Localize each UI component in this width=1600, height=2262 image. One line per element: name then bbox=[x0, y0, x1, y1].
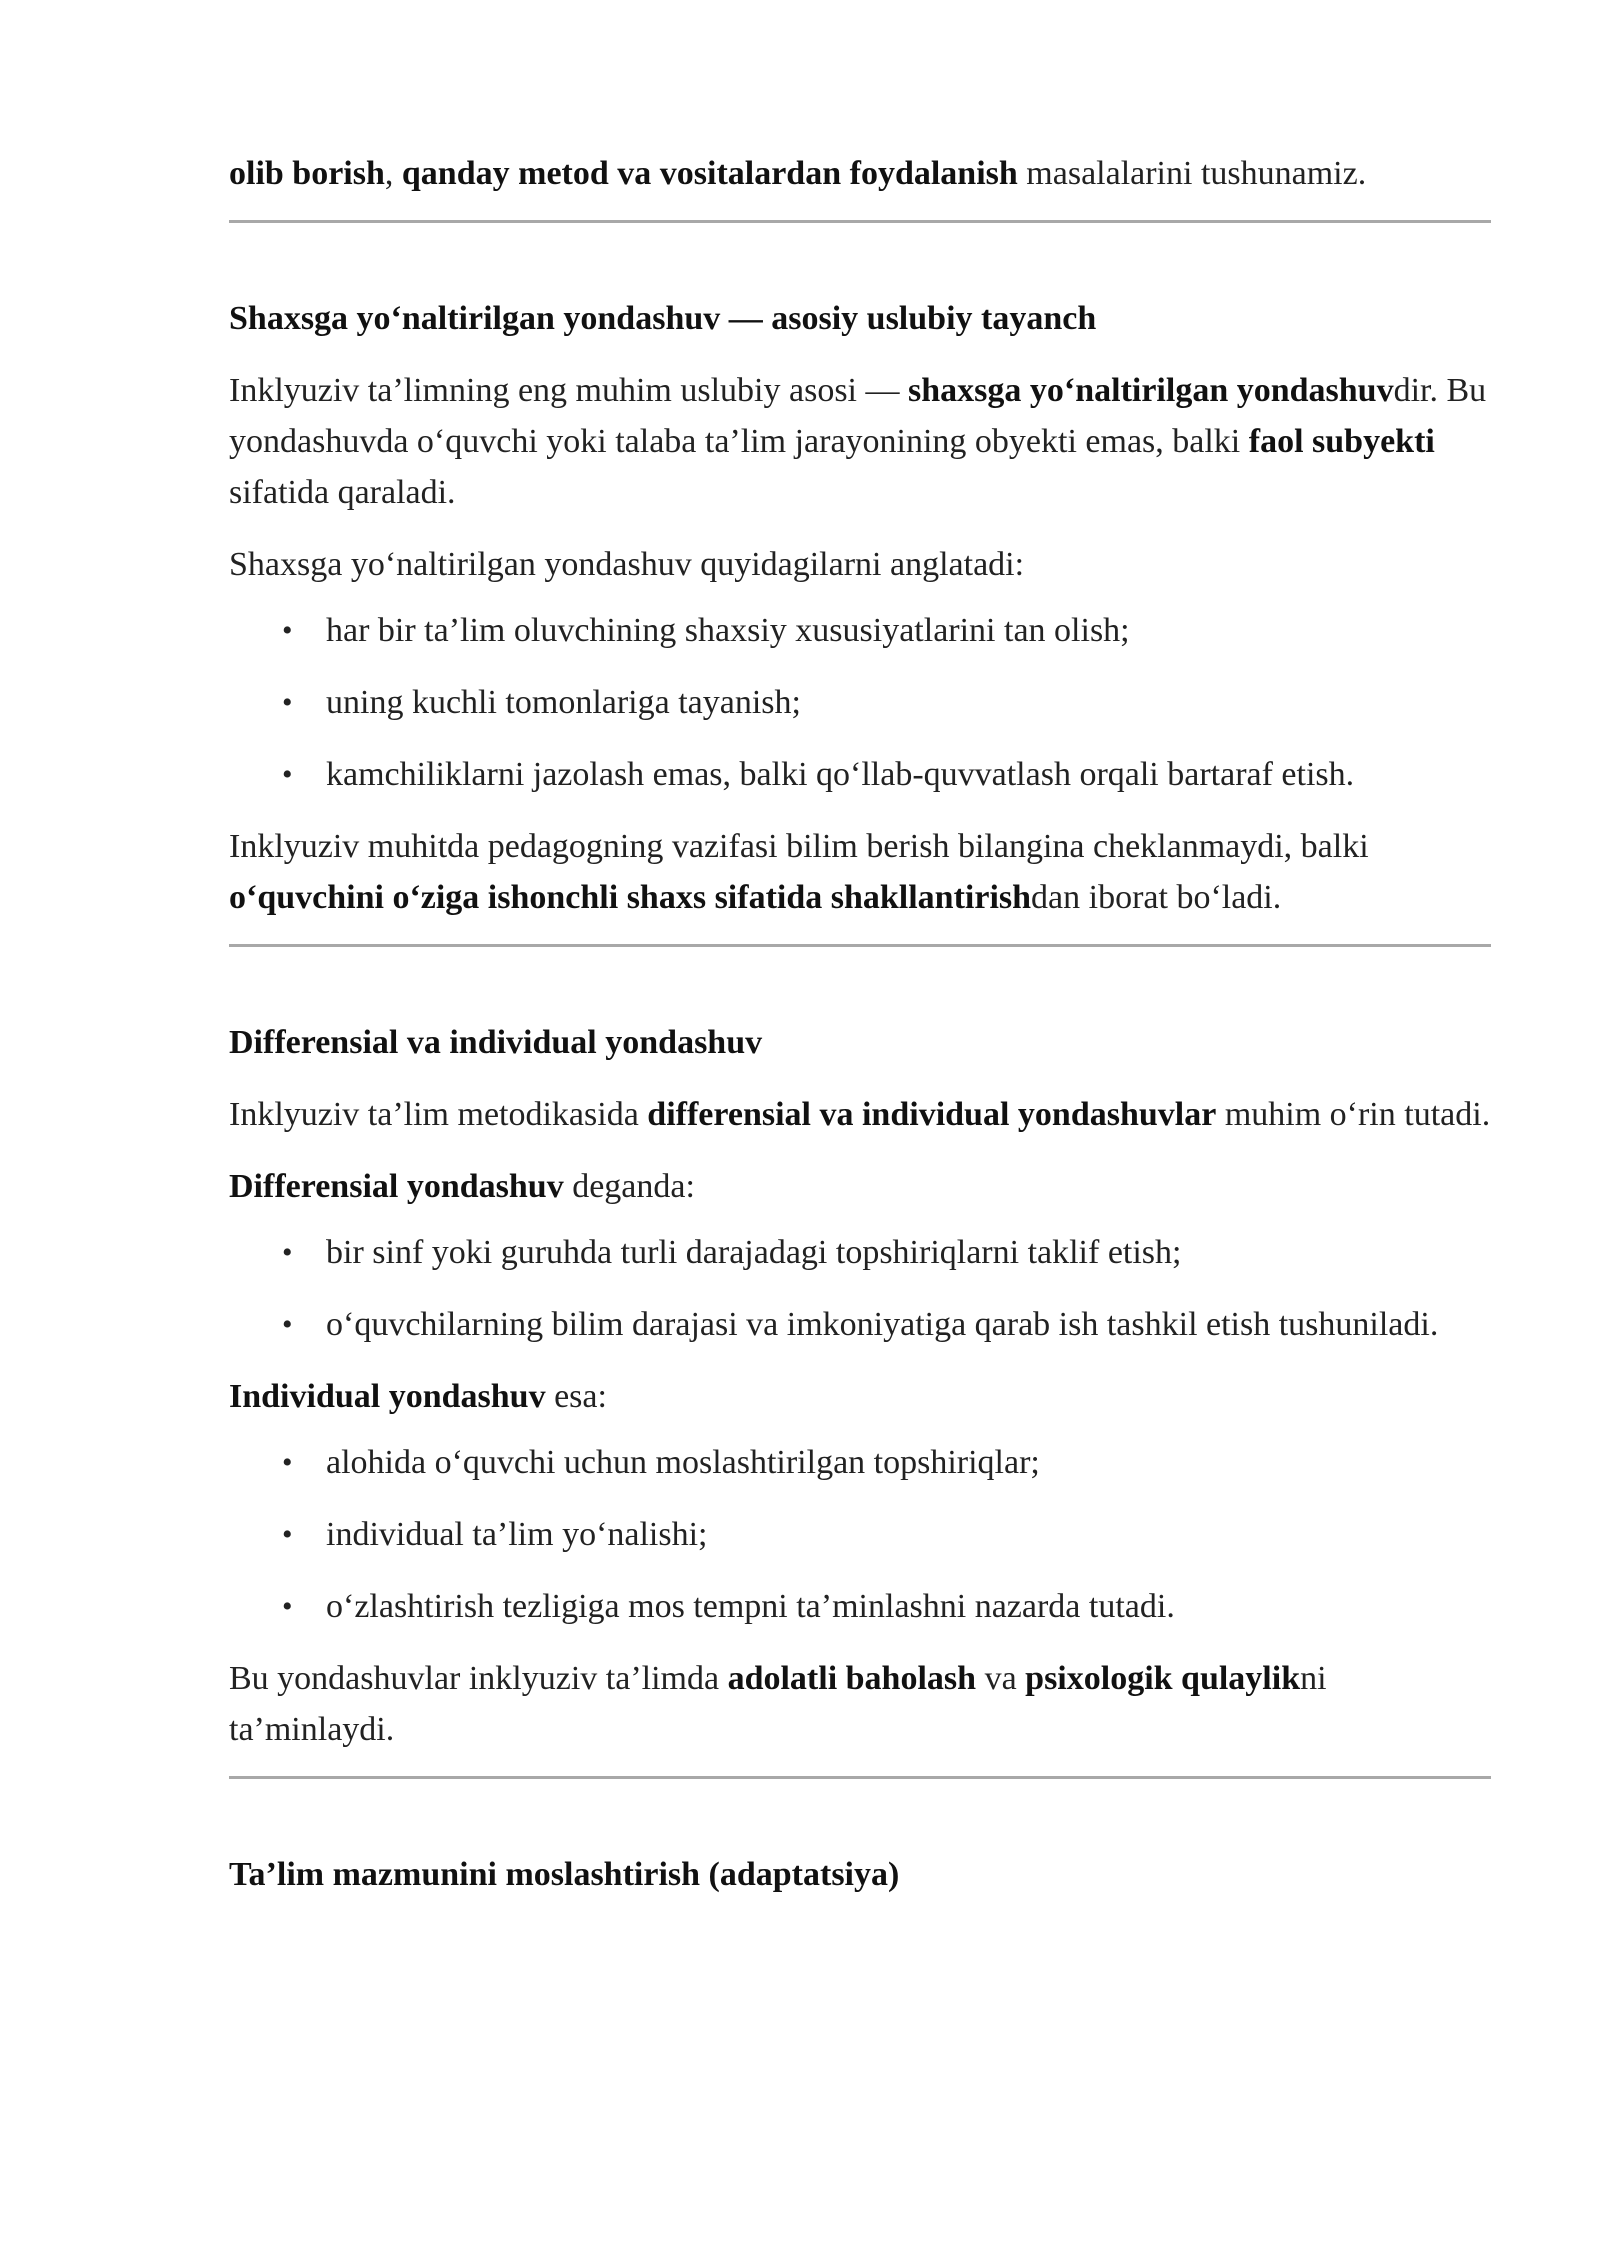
section-divider-3 bbox=[229, 1776, 1491, 1779]
paragraph-differential-intro bbox=[229, 1089, 1491, 1140]
bullet-list-person-centered bbox=[229, 605, 1491, 800]
list-item-text: oʻzlashtirish tezligiga mos tempni ta’minlashni nazarda tutadi. bbox=[326, 1588, 1175, 1625]
intro-text: masalalarini tushunamiz. bbox=[1017, 155, 1367, 192]
section-heading-differential-individual: Differensial va individual yondashuv bbox=[229, 1024, 763, 1061]
text-run: sifatida qaraladi. bbox=[229, 474, 456, 511]
paragraph-person-centered-intro bbox=[229, 365, 1491, 518]
bullet-icon: • bbox=[282, 1308, 293, 1341]
paragraph-differential-lead bbox=[229, 1161, 1491, 1212]
bullet-list-differential bbox=[229, 1227, 1491, 1350]
section-differential-individual bbox=[229, 1017, 1491, 1755]
text-run: Inklyuziv muhitda pedagogning vazifasi bilim berish bilangina cheklanmaydi, balki bbox=[229, 828, 1369, 865]
section-heading-content-adaptation: Ta’lim mazmunini moslashtirish (adaptatsiya) bbox=[229, 1856, 900, 1893]
bold-run: differensial va individual yondashuvlar bbox=[647, 1096, 1217, 1133]
text-run: dir. Bu yondashuvda oʻquvchi yoki talaba ta’lim jarayonining obyekti emas, balki bbox=[229, 372, 1487, 460]
text-run: muhim oʻrin tutadi. bbox=[1216, 1096, 1491, 1133]
list-item bbox=[229, 677, 1491, 728]
text-run: esa: bbox=[545, 1378, 607, 1415]
text-run: ni ta’minlaydi. bbox=[229, 1660, 1327, 1748]
bold-run: shaxsga yoʻnaltirilgan yondashuv bbox=[908, 372, 1394, 409]
bullet-icon: • bbox=[282, 758, 293, 791]
bullet-icon: • bbox=[282, 1236, 293, 1269]
section-heading-person-centered: Shaxsga yoʻnaltirilgan yondashuv — asosiy uslubiy tayanch bbox=[229, 300, 1097, 337]
section-divider-1 bbox=[229, 220, 1491, 223]
text-run: dan iborat boʻladi. bbox=[1031, 879, 1282, 916]
paragraph-person-centered-conclusion bbox=[229, 821, 1491, 923]
text-run: deganda: bbox=[563, 1168, 695, 1205]
paragraph-person-centered-lead: Shaxsga yoʻnaltirilgan yondashuv quyidagilarni anglatadi: bbox=[229, 546, 1025, 583]
list-item-text: har bir ta’lim oluvchining shaxsiy xususiyatlarini tan olish; bbox=[326, 612, 1130, 649]
list-item bbox=[229, 749, 1491, 800]
bold-run: psixologik qulaylik bbox=[1025, 1660, 1301, 1697]
list-item-text: oʻquvchilarning bilim darajasi va imkoniyatiga qarab ish tashkil etish tushuniladi. bbox=[326, 1306, 1439, 1343]
bold-run: Differensial yondashuv bbox=[229, 1168, 564, 1205]
bold-run: Individual yondashuv bbox=[229, 1378, 546, 1415]
list-item-text: kamchiliklarni jazolash emas, balki qoʻllab-quvvatlash orqali bartaraf etish. bbox=[326, 756, 1355, 793]
intro-bold-2: qanday metod va vositalardan foydalanish bbox=[401, 155, 1018, 192]
list-item bbox=[229, 1437, 1491, 1488]
bold-run: faol subyekti bbox=[1248, 423, 1435, 460]
list-item bbox=[229, 1581, 1491, 1632]
list-item-text: alohida oʻquvchi uchun moslashtirilgan topshiriqlar; bbox=[326, 1444, 1040, 1481]
document-page bbox=[229, 148, 1491, 1921]
intro-bold-1: olib borish bbox=[229, 155, 385, 192]
list-item-text: uning kuchli tomonlariga tayanish; bbox=[326, 684, 801, 721]
list-item bbox=[229, 1227, 1491, 1278]
bold-run: adolatli baholash bbox=[727, 1660, 977, 1697]
intro-paragraph bbox=[229, 148, 1491, 199]
section-content-adaptation bbox=[229, 1849, 1491, 1900]
bullet-icon: • bbox=[282, 686, 293, 719]
section-divider-2 bbox=[229, 944, 1491, 947]
list-item-text: bir sinf yoki guruhda turli darajadagi topshiriqlarni taklif etish; bbox=[326, 1234, 1182, 1271]
text-run: Inklyuziv ta’limning eng muhim uslubiy asosi — bbox=[229, 372, 909, 409]
list-item-text: individual ta’lim yoʻnalishi; bbox=[326, 1516, 708, 1553]
list-item bbox=[229, 1299, 1491, 1350]
bold-run: oʻquvchini oʻziga ishonchli shaxs sifatida shakllantirish bbox=[229, 879, 1032, 916]
text-run: Bu yondashuvlar inklyuziv ta’limda bbox=[229, 1660, 728, 1697]
text-run: Inklyuziv ta’lim metodikasida bbox=[229, 1096, 648, 1133]
section-person-centered bbox=[229, 293, 1491, 923]
paragraph-individual-lead bbox=[229, 1371, 1491, 1422]
bullet-icon: • bbox=[282, 1590, 293, 1623]
list-item bbox=[229, 1509, 1491, 1560]
paragraph-differential-conclusion bbox=[229, 1653, 1491, 1755]
intro-comma: , bbox=[384, 155, 402, 192]
bullet-icon: • bbox=[282, 1446, 293, 1479]
bullet-list-individual bbox=[229, 1437, 1491, 1632]
list-item bbox=[229, 605, 1491, 656]
bullet-icon: • bbox=[282, 1518, 293, 1551]
bullet-icon: • bbox=[282, 614, 293, 647]
text-run: va bbox=[976, 1660, 1026, 1697]
